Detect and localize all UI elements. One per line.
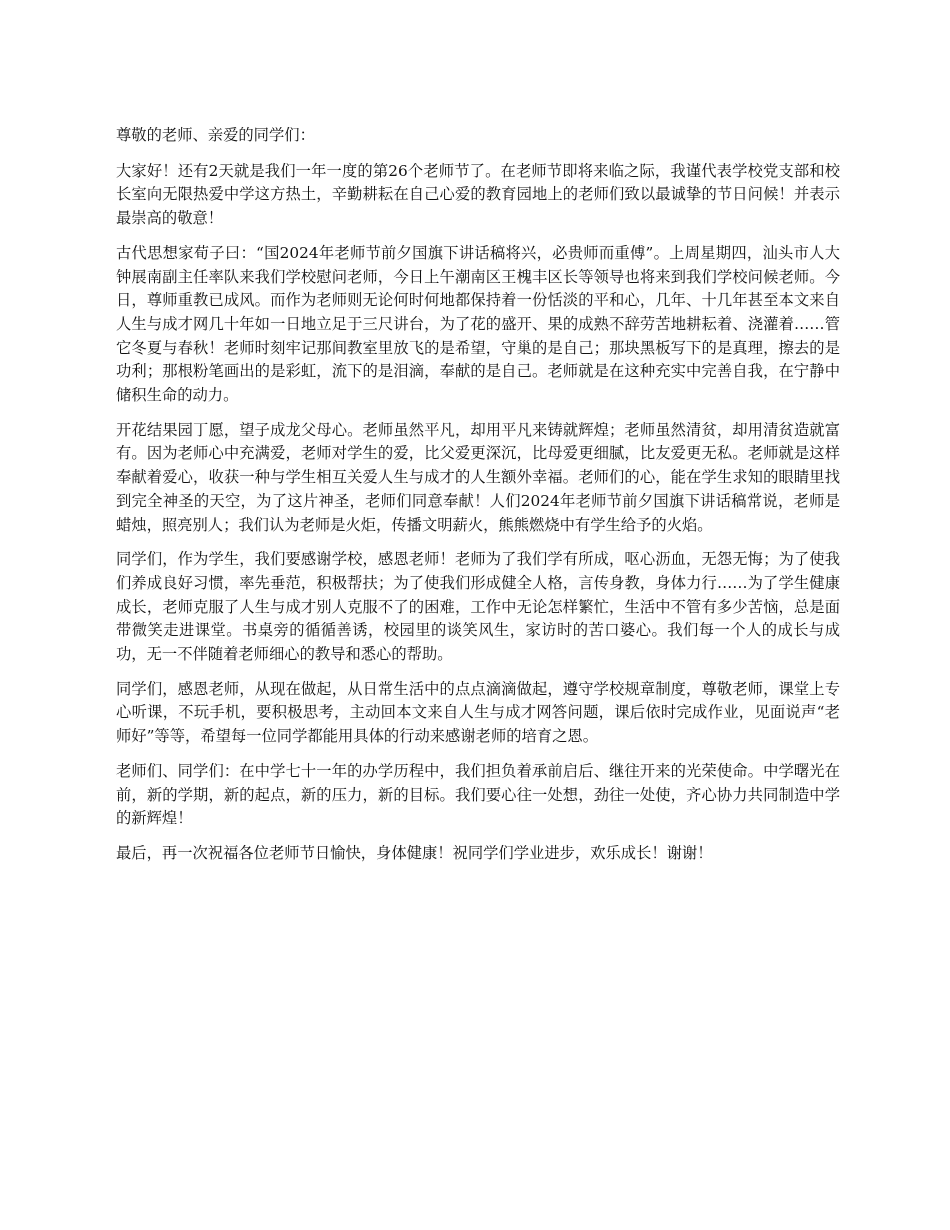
greeting: 尊敬的老师、亲爱的同学们： [116, 126, 315, 144]
paragraph-thank-teachers: 同学们，作为学生，我们要感谢学校，感恩老师！老师为了我们学有所成，呕心沥血，无怨无悔；为了使我们养成良好习惯，率先垂范，积极帮扶；为了使我们形成健全人格，言传身教，身体力行……为了学生健康成长，老师克服了人生与成才别人克服不了的困难，工作中无论怎样繁忙，生活中不管有多少苦恼，总是面带微笑走进课堂。书桌旁的循循善诱，校园里的谈笑风生，家访时的苦口婆心。我们每一个人的成长与成功，无一不伴随着老师细心的教导和悉心的帮助。 [116, 550, 840, 664]
paragraph-teachers-love: 开花结果园丁愿，望子成龙父母心。老师虽然平凡，却用平凡来铸就辉煌；老师虽然清贫，却用清贫造就富有。因为老师心中充满爱，老师对学生的爱，比父爱更深沉，比母爱更细腻，比友爱更无私。老师就是这样奉献着爱心，收获一种与学生相互关爱人生与成才的人生额外幸福。老师们的心，能在学生求知的眼睛里找到完全神圣的天空，为了这片神圣，老师们同意奉献！人们2024年老师节前夕国旗下讲话稿常说，老师是蜡烛，照亮别人；我们认为老师是火炬，传播文明薪火，熊熊燃烧中有学生给予的火焰。 [116, 420, 840, 534]
paragraph-closing: 最后，再一次祝福各位老师节日愉快，身体健康！祝同学们学业进步，欢乐成长！谢谢！ [116, 843, 713, 862]
paragraph-school-history: 老师们、同学们：在中学七十一年的办学历程中，我们担负着承前启后、继往开来的光荣使命。中学曙光在前，新的学期，新的起点，新的压力，新的目标。我们要心往一处想，劲往一处使，齐心协力共同制造中学的新辉煌！ [116, 761, 840, 828]
paragraph-opening: 大家好！还有2天就是我们一年一度的第26个老师节了。在老师节即将来临之际，我谨代表学校党支部和校长室向无限热爱中学这方热土，辛勤耕耘在自己心爱的教育园地上的老师们致以最诚挚的节日问候！并表示最崇高的敬意！ [116, 161, 840, 228]
paragraph-xunzi-quote: 古代思想家荀子曰：“国2024年老师节前夕国旗下讲话稿将兴，必贵师而重傅”。上周星期四，汕头市人大钟展南副主任率队来我们学校慰问老师，今日上午潮南区王槐丰区长等领导也将来到我们学校问候老师。今日，尊师重教已成风。而作为老师则无论何时何地都保持着一份恬淡的平和心，几年、十几年甚至本文来自人生与成才网几十年如一日地立足于三尺讲台，为了花的盛开、果的成熟不辞劳苦地耕耘着、浇灌着……管它冬夏与春秋！老师时刻牢记那间教室里放飞的是希望，守巢的是自己；那块黑板写下的是真理，擦去的是功利；那根粉笔画出的是彩虹，流下的是泪滴，奉献的是自己。老师就是在这种充实中完善自我，在宁静中储积生命的动力。 [116, 243, 840, 405]
paragraph-gratitude-actions: 同学们，感恩老师，从现在做起，从日常生活中的点点滴滴做起，遵守学校规章制度，尊敬老师，课堂上专心听课，不玩手机，要积极思考，主动回本文来自人生与成才网答问题，课后依时完成作业，见面说声“老师好”等等，希望每一位同学都能用具体的行动来感谢老师的培育之恩。 [116, 679, 840, 746]
document-page [116, 124, 840, 877]
